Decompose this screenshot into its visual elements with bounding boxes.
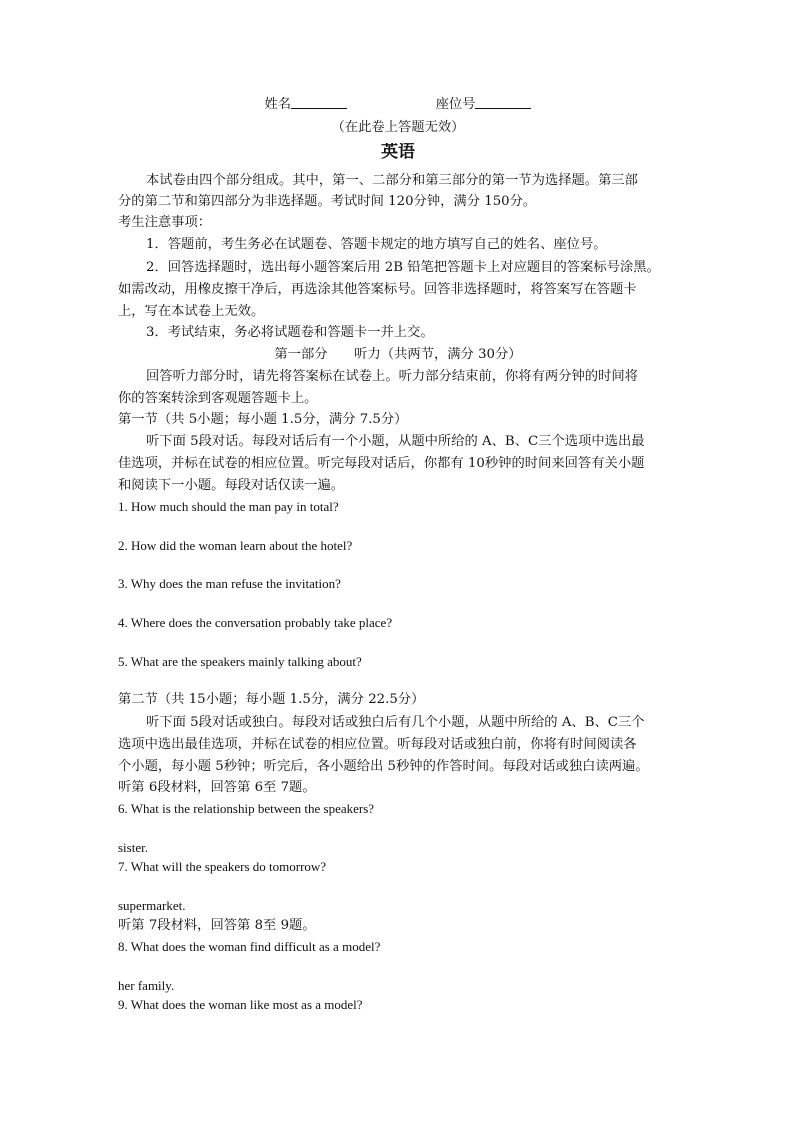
section1-desc-2: 佳选项，并标在试卷的相应位置。听完每段对话后，你都有 10秒钟的时间来回答有关小题 [118,456,645,471]
question-7: 7. What will the speakers do tomorrow? [118,859,327,874]
q8-option-c-wrap: her family. [118,978,175,993]
seat-label: 座位号 [435,97,476,112]
notice-3: 3．考试结束，务必将试题卷和答题卡一并上交。 [146,325,434,340]
notice-2c: 上，写在本试卷上无效。 [118,304,265,319]
name-blank [291,95,347,109]
section1-desc-1: 听下面 5段对话。每段对话后有一个小题，从题中所给的 A、B、C三个选项中选出最 [146,434,645,449]
question-8: 8. What does the woman find difficult as a model? [118,939,381,954]
material-6-note: 听第 6段材料，回答第 6至 7题。 [118,780,316,795]
notice-2b: 如需改动，用橡皮擦干净后，再选涂其他答案标号。回答非选择题时，将答案写在答题卡 [118,282,637,297]
section1-desc-3: 和阅读下一小题。每段对话仅读一遍。 [118,478,345,493]
name-label: 姓名 [264,97,292,112]
question-9: 9. What does the woman like most as a model? [118,997,363,1012]
notice-title: 考生注意事项： [118,215,212,230]
question-2: 2. How did the woman learn about the hotel? [118,538,353,553]
q6-option-c-wrap: sister. [118,840,148,855]
notice-1: 1．答题前，考生务必在试题卷、答题卡规定的地方填写自己的姓名、座位号。 [146,237,607,252]
part1-desc-2: 你的答案转涂到客观题答题卡上。 [118,391,318,406]
q7-option-c-wrap: supermarket. [118,898,186,913]
section2-desc-2: 选项中选出最佳选项，并标在试卷的相应位置。听每段对话或独白前，你将有时间阅读各 [118,737,637,752]
invalid-note: （在此卷上答题无效） [331,120,465,135]
part1-heading: 第一部分 听力（共两节，满分 30分） [274,347,522,362]
notice-2a: 2．回答选择题时，选出每小题答案后用 2B 铅笔把答题卡上对应题目的答案标号涂黑。 [146,260,660,275]
seat-blank [475,95,531,109]
question-5: 5. What are the speakers mainly talking about? [118,654,362,669]
section1-heading: 第一节（共 5小题；每小题 1.5分，满分 7.5分） [118,412,408,427]
name-seat-line [118,95,678,115]
intro-line-2: 分的第二节和第四部分为非选择题。考试时间 120分钟，满分 150分。 [118,194,537,209]
section2-desc-3: 个小题，每小题 5秒钟；听完后，各小题给出 5秒钟的作答时间。每段对话或独白读两遍。 [118,759,649,774]
section2-heading: 第二节（共 15小题；每小题 1.5分，满分 22.5分） [118,692,425,707]
question-6: 6. What is the relationship between the speakers? [118,801,375,816]
part1-desc-1: 回答听力部分时，请先将答案标在试卷上。听力部分结束前，你将有两分钟的时间将 [146,369,638,384]
question-4: 4. Where does the conversation probably take place? [118,615,393,630]
exam-title: 英语 [381,143,415,162]
question-1: 1. How much should the man pay in total? [118,499,339,514]
material-7-note: 听第 7段材料，回答第 8至 9题。 [118,918,316,933]
section2-desc-1: 听下面 5段对话或独白。每段对话或独白后有几个小题，从题中所给的 A、B、C三个 [146,715,645,730]
question-3: 3. Why does the man refuse the invitation? [118,576,341,591]
intro-line-1: 本试卷由四个部分组成。其中，第一、二部分和第三部分的第一节为选择题。第三部 [146,173,638,188]
